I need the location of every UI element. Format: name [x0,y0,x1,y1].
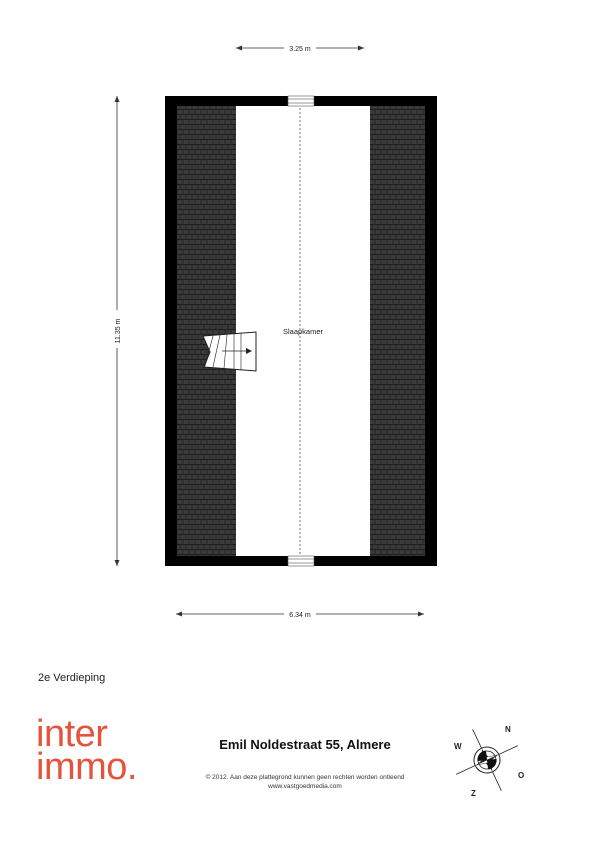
copyright-text: © 2012. Aan deze plattegrond kunnen geen rechten worden ontleend [205,774,405,781]
roof-slope-left [177,106,236,556]
compass-w: W [454,742,462,751]
roof-slope-right [370,106,425,556]
staircase [203,332,256,371]
website-link[interactable]: www.vastgoedmedia.com [268,783,342,790]
logo-line-1: inter [36,713,108,755]
compass-o: O [518,771,525,780]
compass-n: N [505,725,511,734]
compass-rose-icon [450,722,540,802]
interimmo-logo [36,713,137,788]
window-top [288,96,314,106]
bottom-dimension-label: 6.34 m [289,612,311,619]
top-dimension-label: 3.25 m [289,46,311,53]
room-label-slaapkamer: Slaapkamer [282,327,324,336]
logo-line-2 [36,746,137,788]
compass-z: Z [471,789,476,798]
logo-dot: . [126,746,137,788]
floor-level-label: 2e Verdieping [38,672,106,684]
property-address: Emil Noldestraat 55, Almere [219,737,391,752]
left-dimension-label: 11.35 m [115,318,122,344]
window-bottom [288,556,314,566]
logo-word-2: immo [36,746,127,788]
copyright-block [150,773,460,791]
